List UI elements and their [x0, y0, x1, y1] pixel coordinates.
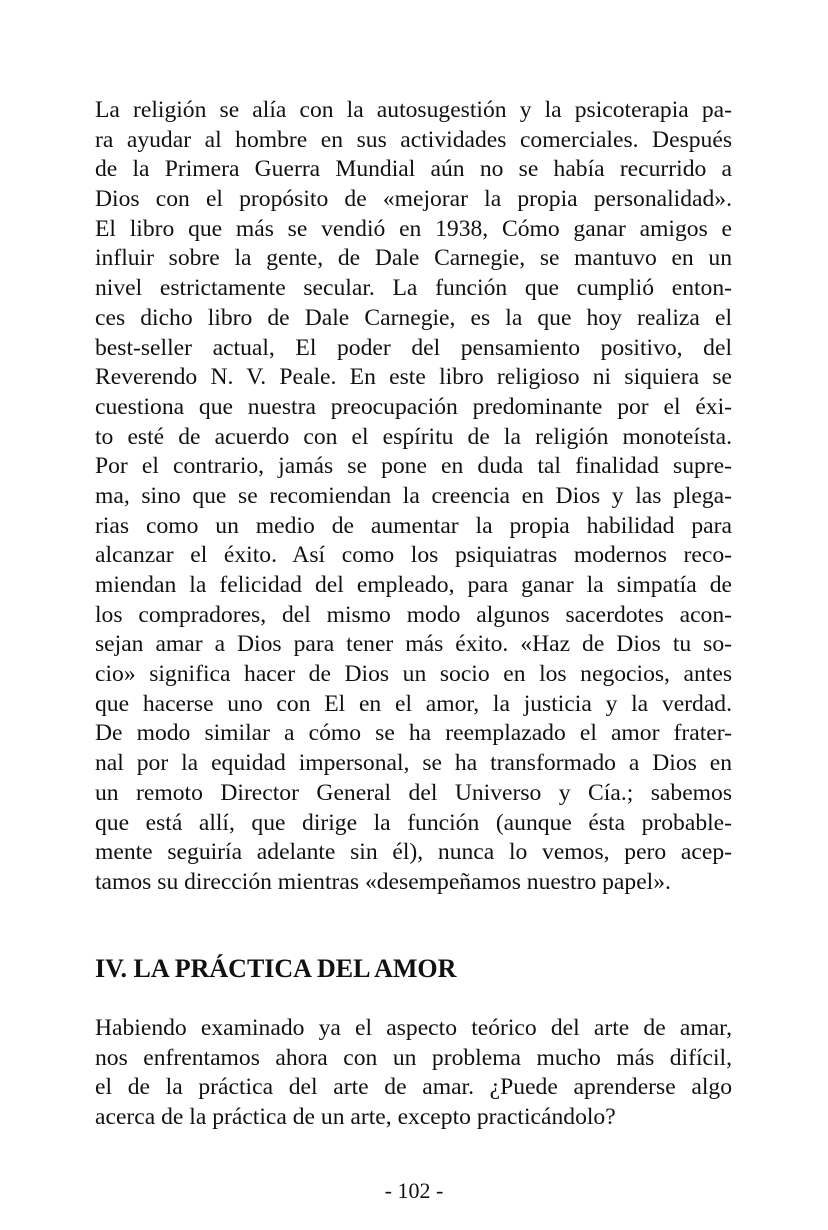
- text-line: sejan amar a Dios para tener más éxito. «Haz de Dios tu so-: [95, 631, 732, 658]
- text-line: rias como un medio de aumentar la propia habilidad para: [95, 512, 732, 539]
- text-line: Reverendo N. V. Peale. En este libro religioso ni siquiera se: [95, 364, 732, 391]
- text-line: ra ayudar al hombre en sus actividades comerciales. Después: [95, 126, 732, 153]
- text-line: alcanzar el éxito. Así como los psiquiatras modernos reco-: [95, 542, 732, 569]
- text-line: nal por la equidad impersonal, se ha transformado a Dios en: [95, 750, 732, 777]
- text-line: que está allí, que dirige la función (aunque ésta probable-: [95, 809, 732, 836]
- text-line: La religión se alía con la autosugestión y la psicoterapia pa-: [95, 97, 732, 123]
- text-line: Dios con el propósito de «mejorar la propia personalidad».: [95, 186, 732, 213]
- text-line: ma, sino que se recomiendan la creencia en Dios y las plega-: [95, 482, 732, 509]
- text-line: ces dicho libro de Dale Carnegie, es la que hoy realiza el: [95, 304, 732, 331]
- text-line: nivel estrictamente secular. La función que cumplió enton-: [95, 275, 732, 302]
- text-line: tamos su dirección mientras «desempeñamos nuestro papel».: [95, 868, 671, 895]
- text-line: que hacerse uno con El en el amor, la justicia y la verdad.: [95, 690, 732, 717]
- section-heading: IV. LA PRÁCTICA DEL AMOR: [95, 954, 457, 983]
- text-line: cio» significa hacer de Dios un socio en los negocios, antes: [95, 661, 732, 688]
- body-paragraph-2: [95, 1014, 732, 1133]
- text-line: influir sobre la gente, de Dale Carnegie, se mantuvo en un: [95, 245, 732, 272]
- text-line: to esté de acuerdo con el espíritu de la religión monoteísta.: [95, 423, 732, 450]
- text-line: de la Primera Guerra Mundial aún no se había recurrido a: [95, 156, 732, 183]
- text-line: un remoto Director General del Universo y Cía.; sabemos: [95, 779, 732, 806]
- text-line: el de la práctica del arte de amar. ¿Puede aprenderse algo: [95, 1074, 732, 1101]
- text-line: De modo similar a cómo se ha reemplazado el amor frater-: [95, 720, 732, 747]
- text-line: miendan la felicidad del empleado, para ganar la simpatía de: [95, 572, 732, 598]
- text-line: Habiendo examinado ya el aspecto teórico del arte de amar,: [95, 1015, 732, 1041]
- text-line: best-seller actual, El poder del pensamiento positivo, del: [95, 334, 732, 361]
- text-line: acerca de la práctica de un arte, excepto practicándolo?: [95, 1104, 616, 1131]
- page-number: - 102 -: [384, 1178, 444, 1203]
- body-paragraph-1: [95, 96, 732, 898]
- text-line: nos enfrentamos ahora con un problema mucho más difícil,: [95, 1044, 732, 1071]
- text-line: El libro que más se vendió en 1938, Cómo ganar amigos e: [95, 215, 732, 242]
- text-line: mente seguiría adelante sin él), nunca lo vemos, pero acep-: [95, 839, 732, 866]
- text-line: cuestiona que nuestra preocupación predominante por el éxi-: [95, 393, 732, 420]
- text-line: Por el contrario, jamás se pone en duda tal finalidad supre-: [95, 453, 732, 480]
- text-line: los compradores, del mismo modo algunos sacerdotes acon-: [95, 601, 732, 628]
